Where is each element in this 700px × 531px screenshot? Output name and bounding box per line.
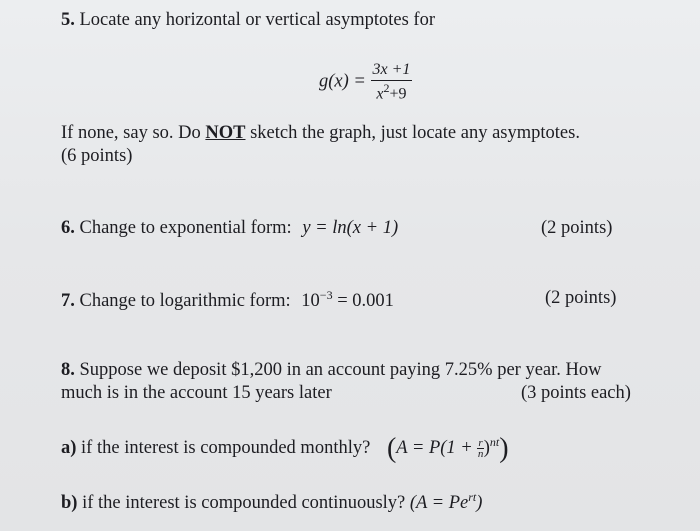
q5-denominator-rest: +9 — [389, 85, 407, 103]
q8a-label: a) — [61, 438, 77, 458]
q6-points: (2 points) — [541, 218, 613, 238]
q5-denominator-exp: 2 — [383, 80, 390, 95]
q7-points: (2 points) — [545, 288, 617, 308]
q7-exponent: −3 — [319, 288, 333, 302]
q7-base: 10 — [301, 291, 320, 312]
q8-points: (3 points each) — [521, 383, 631, 403]
q5-fraction — [371, 62, 413, 103]
q8a-text: if the interest is compounded monthly? — [81, 438, 371, 458]
q8b-formula-exp: rt — [468, 490, 477, 504]
q8a-close-paren: ) — [499, 433, 509, 464]
q6-equation: y = ln(x + 1) — [302, 218, 399, 238]
q8a-frac-den: n — [477, 448, 484, 461]
q8b-row — [61, 490, 482, 514]
q5-function-lhs: g(x) = — [319, 71, 366, 92]
q8a-formula-exp: nt — [489, 434, 500, 449]
q8b-formula-close: ) — [476, 493, 483, 514]
q5-points: (6 points) — [61, 146, 133, 166]
q8-line1-text: Suppose we deposit $1,200 in an account paying 7.25% per year. How — [79, 360, 602, 380]
q5-prompt-text: Locate any horizontal or vertical asymptotes for — [79, 10, 435, 30]
q6-row — [61, 218, 398, 239]
q5-denominator-base: x — [376, 85, 384, 103]
q5-denominator — [371, 81, 413, 103]
q5-instruction — [61, 123, 580, 144]
q5-instruction-post: sketch the graph, just locate any asymptotes. — [245, 123, 580, 143]
q5-prompt — [61, 10, 435, 31]
q8a-formula-close: ) — [483, 438, 490, 458]
q5-numerator: 3x +1 — [371, 62, 413, 81]
q8a-row — [61, 433, 509, 465]
q8a-frac-num: r — [478, 436, 483, 449]
q5-function — [319, 62, 412, 103]
q8b-text: if the interest is compounded continuously? — [82, 493, 406, 514]
q8-number: 8. — [61, 360, 75, 380]
q5-instruction-pre: If none, say so. Do — [61, 123, 206, 143]
q5-number: 5. — [61, 10, 75, 30]
q7-equation — [301, 288, 394, 312]
q8a-formula — [386, 433, 509, 464]
q8-line2: much is in the account 15 years later — [61, 383, 332, 403]
q8a-formula-pre: A = P(1 + — [396, 438, 478, 458]
q7-text: Change to logarithmic form: — [79, 291, 291, 312]
q7-rhs: = 0.001 — [337, 291, 394, 312]
q8-line1 — [61, 360, 602, 381]
q8b-formula — [409, 490, 483, 514]
q8b-label: b) — [61, 493, 78, 514]
q7-row — [61, 288, 394, 312]
q8b-formula-pre: (A = Pe — [409, 493, 469, 514]
q7-number: 7. — [61, 291, 75, 312]
q6-number: 6. — [61, 218, 75, 238]
q6-text: Change to exponential form: — [79, 218, 292, 238]
q5-instruction-emphasis: NOT — [205, 123, 246, 143]
q8a-open-paren: ( — [386, 433, 397, 464]
